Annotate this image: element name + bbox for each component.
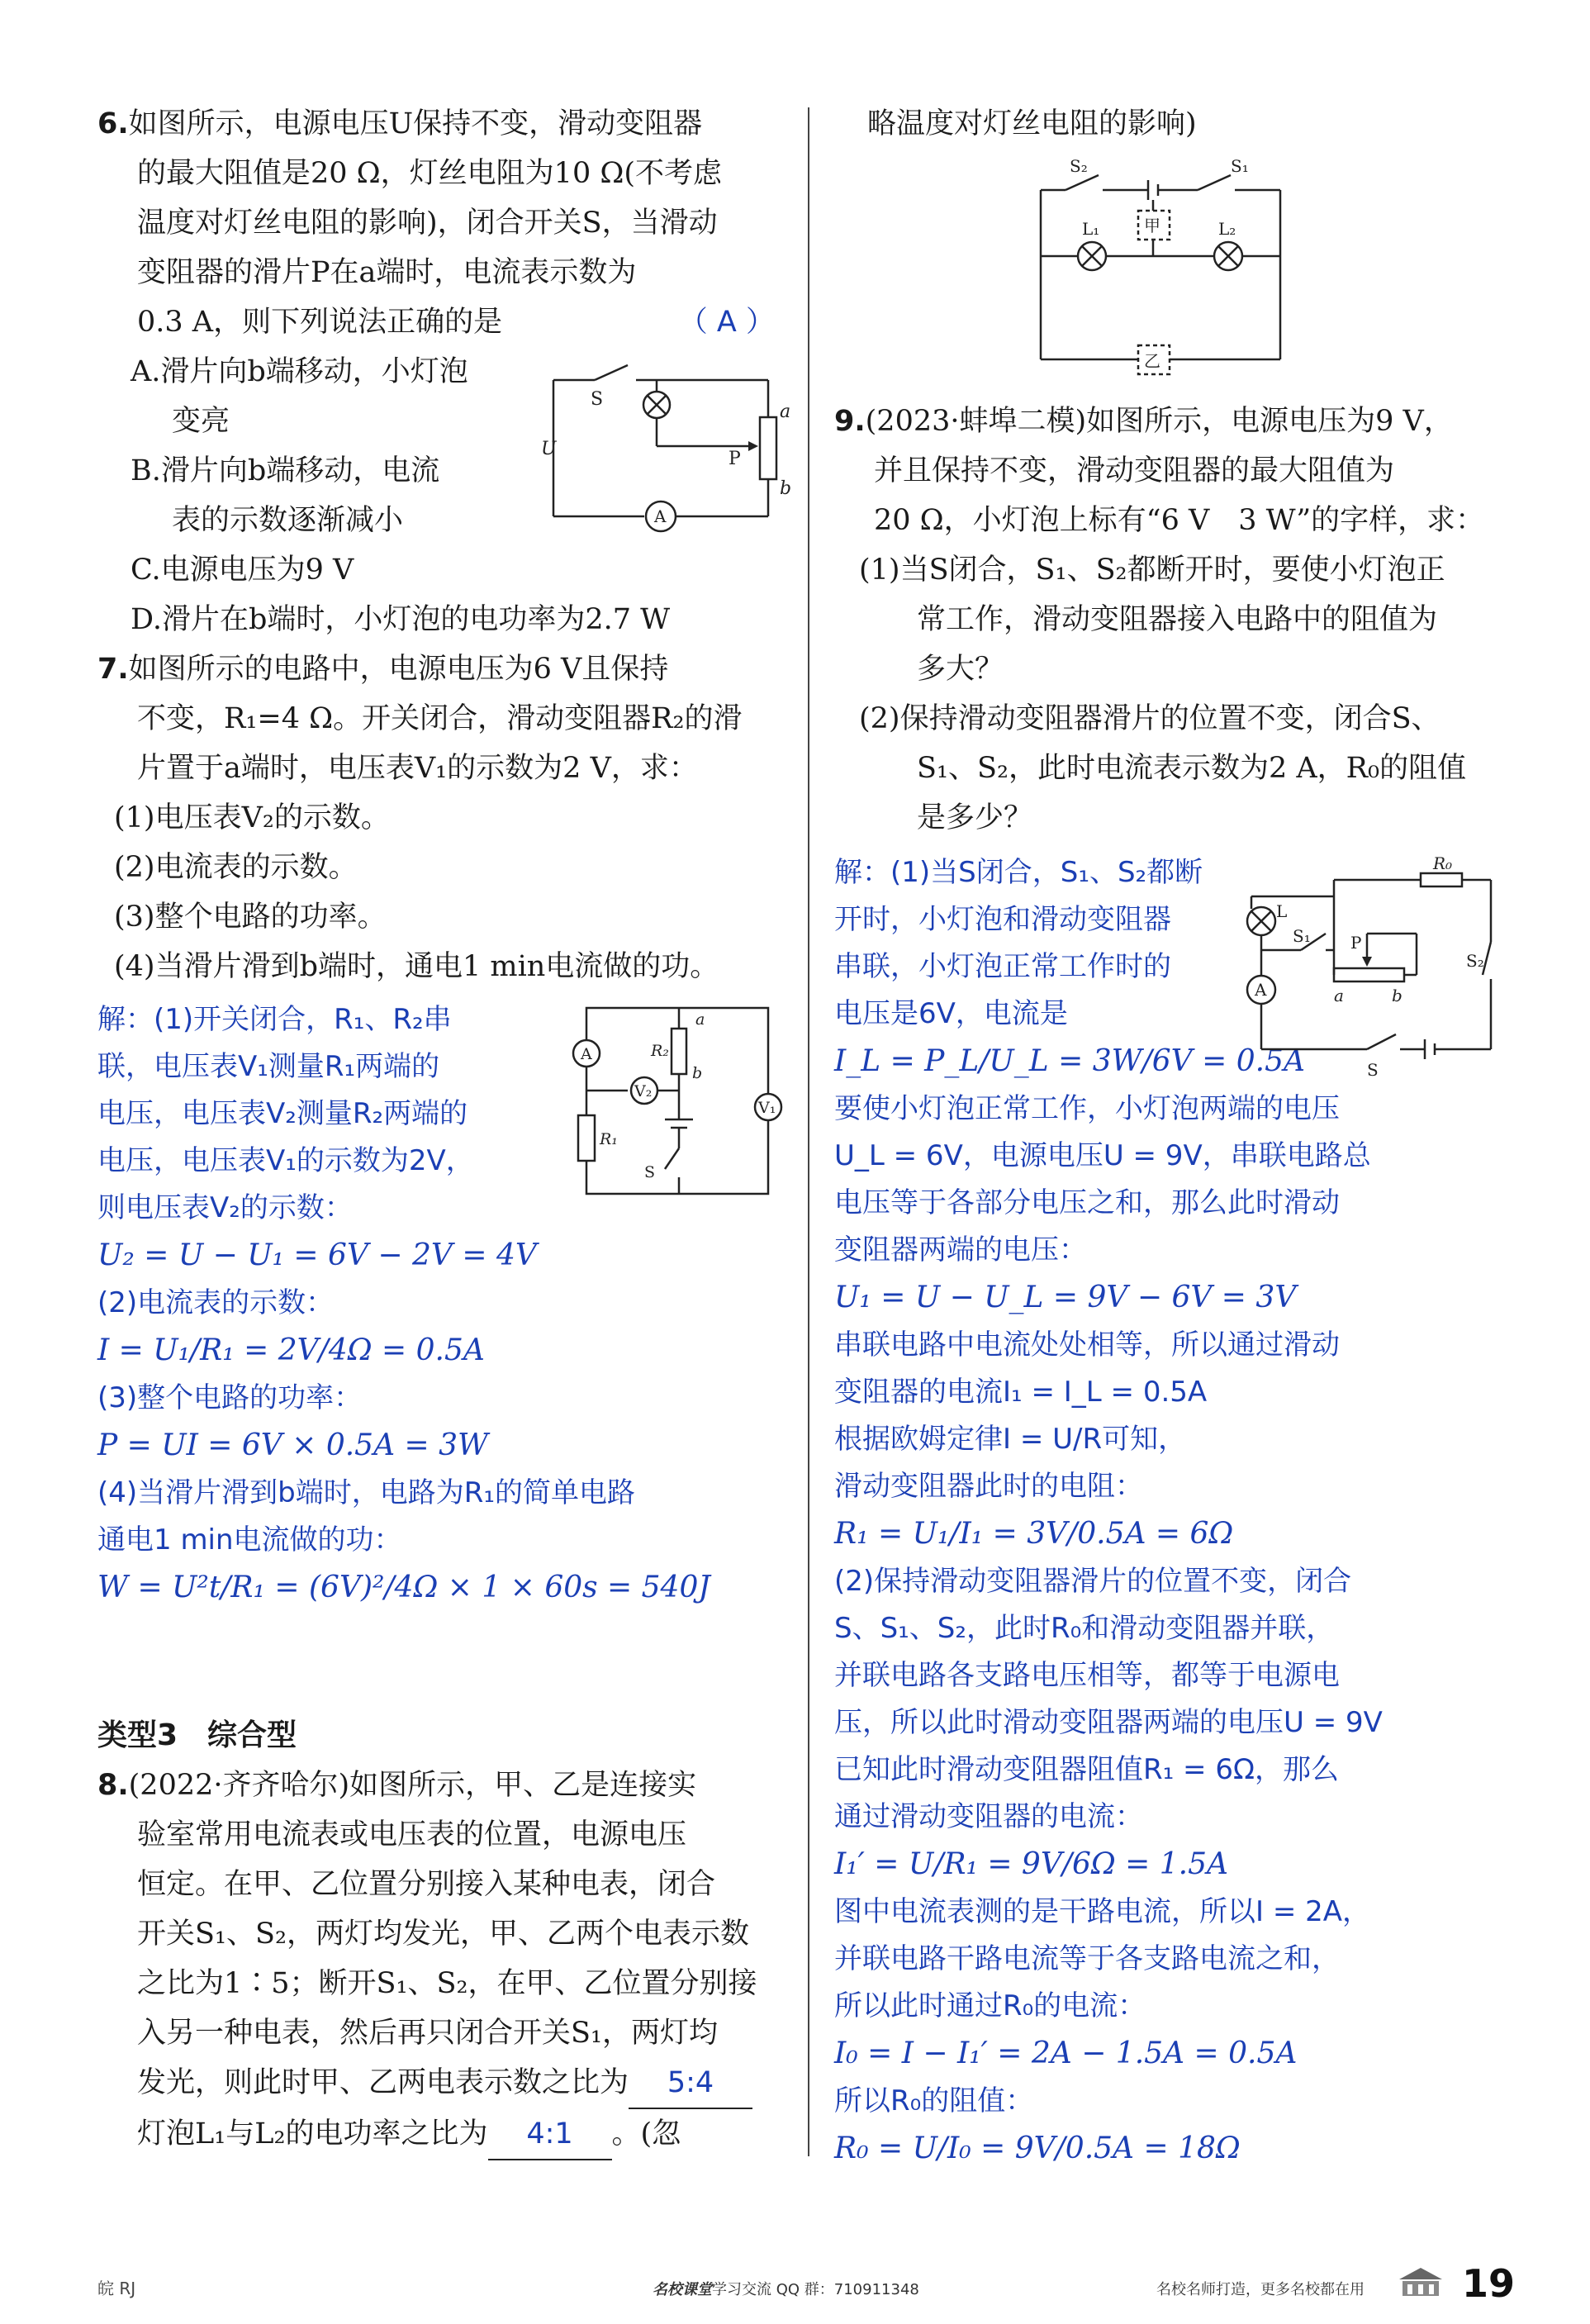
question-number: 6. bbox=[97, 107, 129, 140]
footer-edition: 皖 RJ bbox=[97, 2279, 136, 2298]
question-number: 7. bbox=[97, 653, 129, 686]
footer-brand: 名校课堂 bbox=[653, 2281, 712, 2298]
label-L: L bbox=[1276, 901, 1288, 921]
solution-9: 解：(1)当S闭合，S₁、S₂都断 开时，小灯泡和滑动变阻器 串联，小灯泡正常工作时的 电压是6V，电流是 I_L = P_L/U_L = 3W/6V = 0.5A 要使小灯泡正常工作，小灯泡两端的电压 U_L = 6V，电源电压U = 9V，串联电路总 电压等于各部分电压之和，那么此时滑动 变阻器两端的电压： U₁ = U − U_L = 9V − 6V = 3V 串联电路中电流处处相等，所以通过滑动 变阻器的电流I₁ = I_L = 0.5A 根据欧姆定律I = U/R可知， 滑动变阻器此时的电阻： R₁ = U₁/I₁ = 3V/0.5A = 6Ω (2)保持滑动变阻器滑片的位置不变，闭合 S、S₁、S₂，此时R₀和滑动变阻器并联， 并联电路各支路电压相等，都等于电源电 压，所以此时滑动变阻器两端的电压U = 9V 已知此时滑动变阻器阻值R₁ = 6Ω，那么 通过滑动变阻器的电流： I₁′ = U/R₁ = 9V/6Ω = 1.5A 图中电流表测的是干路电流，所以I = 2A， 并联电路干路电流等于各支路电流之和， 所以此时通过R₀的电流： I₀ = I − I₁′ = 2A − 1.5A = 0.5A 所以R₀的阻值： R₀ = U/I₀ = 9V/0.5A = 18Ω bbox=[834, 856, 1383, 2165]
label-V2: V₂ bbox=[634, 1082, 653, 1100]
label-P: P bbox=[1350, 933, 1362, 953]
label-S2: S₂ bbox=[1070, 156, 1088, 176]
label-L2: L₂ bbox=[1218, 219, 1236, 239]
label-ammeter: A bbox=[654, 506, 667, 526]
label-V1: V₁ bbox=[758, 1099, 776, 1117]
solution-7: 解：(1)开关闭合，R₁、R₂串 联，电压表V₁测量R₁两端的 电压，电压表V₂测量R₂两端的 电压，电压表V₁的示数为2V， 则电压表V₂的示数： U₂ = U − U₁ = 6V − 2V = 4V (2)电流表的示数： I = U₁/R₁ = 2V/4Ω = 0.5A (3)整个电路的功率： P = UI = 6V × 0.5A = 3W (4)当滑片滑到b端时，电路为R₁的简单电路 通电1 min电流做的功： W = U²t/R₁ = (6V)²/4Ω × 1 × 60s = 540J bbox=[97, 1003, 710, 1604]
answer-choice: （ A ） bbox=[678, 306, 775, 339]
question-9: 9.(2023·蚌埠二模)如图所示，电源电压为9 V， 并且保持不变，滑动变阻器的最大阻值为 20 Ω，小灯泡上标有“6 V 3 W”的字样，求： (1)当S闭合，S₁、S₂都断开时，要使小灯泡正 常工作，滑动变阻器接入电路中的阻值为 多大？ (2)保持滑动变阻器滑片的位置不变，闭合S、 S₁、S₂，此时电流表示数为2 A，R₀的阻值 是多少？ 解：(1)当S闭合，S₁、S₂都断 开时，小灯泡和滑动变阻器 串联，小灯泡正常工作时的 电压是6V，电流是 I_L = P_L/U_L = 3W/6V = 0.5A 要使小灯泡正常工作，小灯泡两端的电压 U_L = 6V，电源电压U = 9V，串联电路总 电压等于各部分电压之和，那么此时滑动 变阻器两端的电压： U₁ = U − U_L = 9V − 6V = 3V 串联电路中电流处处相等，所以通过滑动 变阻器的电流I₁ = I_L = 0.5A 根据欧姆定律I = U/R可知， 滑动变阻器此时的电阻： R₁ = U₁/I₁ = 3V/0.5A = 6Ω (2)保持滑动变阻器滑片的位置不变，闭合 S、S₁、S₂，此时R₀和滑动变阻器并联， 并联电路各支路电压相等，都等于电源电 压，所以此时滑动变阻器两端的电压U = 9V 已知此时滑动变阻器阻值R₁ = 6Ω，那么 通过滑动变阻器的电流： I₁′ = U/R₁ = 9V/6Ω = 1.5A 图中电流表测的是干路电流，所以I = 2A， 并联电路干路电流等于各支路电流之和， 所以此时通过R₀的电流： I₀ = I − I₁′ = 2A − 1.5A = 0.5A 所以R₀的阻值： R₀ = U/I₀ = 9V/0.5A = 18Ω bbox=[834, 397, 1520, 2173]
label-S: S bbox=[591, 389, 604, 410]
question-number: 9. bbox=[834, 405, 866, 438]
label-jia: 甲 bbox=[1144, 216, 1160, 235]
question-6: 6.如图所示，电源电压U保持不变，滑动变阻器 的最大阻值是20 Ω，灯丝电阻为10 Ω(不考虑 温度对灯丝电阻的影响)，闭合开关S，当滑动 变阻器的滑片P在a端时，电流表示数为 0.3 A，则下列说法正确的是 （ A ） A.滑片向b端移动，小灯泡 变亮 B.滑片向b端移动，电流 表的示数逐渐减小 C.电源电压为9 V D.滑片在b端时，小灯泡的电功率为2.7 W bbox=[97, 107, 775, 636]
column-divider bbox=[808, 107, 809, 2156]
label-P: P bbox=[729, 449, 741, 469]
answer-blank-1: 5:4 bbox=[629, 2058, 752, 2109]
label-S2: S₂ bbox=[1466, 951, 1484, 971]
answer-blank-2: 4:1 bbox=[488, 2109, 612, 2160]
footer-qq: 名校课堂学习交流 QQ 群：710911348 bbox=[653, 2281, 919, 2298]
question-7: 7.如图所示的电路中，电源电压为6 V且保持 不变，R₁=4 Ω。开关闭合，滑动变阻器R₂的滑 片置于a端时，电压表V₁的示数为2 V，求： (1)电压表V₂的示数。 (2)电流表的示数。 (3)整个电路的功率。 (4)当滑片滑到b端时，通电1 min电流做的功。 解：(1)开关闭合，R₁、R₂串 联，电压表V₁测量R₁两端的 电压，电压表V₂测量R₂两端的 电压，电压表V₁的示数为2V， 则电压表V₂的示数： U₂ = U − U₁ = 6V − 2V = 4V (2)电流表的示数： I = U₁/R₁ = 2V/4Ω = 0.5A (3)整个电路的功率： P = UI = 6V × 0.5A = 3W (4)当滑片滑到b端时，电路为R₁的简单电路 通电1 min电流做的功： W = U²t/R₁ = (6V)²/4Ω × 1 × 60s = 540J bbox=[97, 644, 783, 1612]
label-yi: 乙 bbox=[1144, 351, 1160, 371]
label-a: a bbox=[780, 402, 791, 422]
label-ammeter: A bbox=[581, 1045, 592, 1063]
label-a: a bbox=[1334, 986, 1344, 1005]
label-S1: S₁ bbox=[1231, 156, 1249, 176]
label-S1: S₁ bbox=[1293, 926, 1311, 946]
label-b: b bbox=[780, 478, 792, 499]
q8-circuit-diagram bbox=[1032, 157, 1297, 380]
q7-circuit-diagram bbox=[562, 991, 785, 1206]
label-R0: R₀ bbox=[1433, 853, 1453, 873]
q9-circuit-diagram bbox=[1243, 853, 1507, 1082]
page-number: 19 bbox=[1462, 2261, 1516, 2306]
question-number: 8. bbox=[97, 1769, 129, 1802]
footer-slogan: 名校名师打造，更多名校都在用 bbox=[1156, 2281, 1365, 2298]
label-b: b bbox=[692, 1064, 703, 1082]
label-L1: L₁ bbox=[1082, 219, 1100, 239]
section-heading: 类型3 综合型 bbox=[97, 1718, 297, 1752]
q6-circuit-diagram bbox=[541, 355, 793, 537]
label-R2: R₂ bbox=[651, 1042, 669, 1060]
label-R1: R₁ bbox=[600, 1130, 618, 1148]
label-S: S bbox=[644, 1163, 656, 1181]
label-b: b bbox=[1392, 986, 1403, 1005]
right-column: 略温度对灯丝电阻的影响) 9.(2023·蚌埠二模)如图所示，电源电压为9 V， 并且保持不变，滑动变阻器的最大阻值为 20 Ω，小灯泡上标有“6 V 3 W”的字样，求： (1)当S闭合，S₁、S₂都断开时，要使小灯泡正 常工作，滑动变阻器接入电路中的阻值为 多大？ (2)保持滑动变阻器滑片的位置不变，闭合S、 S₁、S₂，此时电流表示数为2 A，R₀的阻值 是多少？ 解：(1)当S闭合，S₁、S₂都断 开时，小灯泡和滑动变阻器 串联，小灯泡正常工作时的 电压是6V，电流是 I_L = P_L/U_L = 3W/6V = 0.5A 要使小灯泡正常工作，小灯泡两端的电压 U_L = 6V，电源电压U = 9V，串联电路总 电压等于各部分电压之和，那么此时滑动 变阻器两端的电压： U₁ = U − U_L = 9V − 6V = 3V 串联电路中电流处处相等，所以通过滑动 变阻器的电流I₁ = I_L = 0.5A 根据欧姆定律I = U/R可知， 滑动变阻器此时的电阻： R₁ = U₁/I₁ = 3V/0.5A = 6Ω (2)保持滑动变阻器滑片的位置不变，闭合 S、S₁、S₂，此时R₀和滑动变阻器并联， 并联电路各支路电压相等，都等于电源电 压，所以此时滑动变阻器两端的电压U = 9V 已知此时滑动变阻器阻值R₁ = 6Ω，那么 通过滑动变阻器的电流： I₁′ = U/R₁ = 9V/6Ω = 1.5A 图中电流表测的是干路电流，所以I = 2A， 并联电路干路电流等于各支路电流之和， 所以此时通过R₀的电流： I₀ = I − I₁′ = 2A − 1.5A = 0.5A 所以R₀的阻值： R₀ = U/I₀ = 9V/0.5A = 18Ω bbox=[834, 99, 1520, 2173]
label-U: U bbox=[541, 439, 557, 459]
question-8: 8.(2022·齐齐哈尔)如图所示，甲、乙是连接实 验室常用电流表或电压表的位置，电源电压 恒定。在甲、乙位置分别接入某种电表，闭合 开关S₁、S₂，两灯均发光，甲、乙两个电表示数 之比为1∶5；断开S₁、S₂，在甲、乙位置分别接 入另一种电表，然后再只闭合开关S₁，两灯均 发光，则此时甲、乙两电表示数之比为 5:4 灯泡L₁与L₂的电功率之比为 4:1 。(忽 bbox=[97, 1761, 783, 2160]
label-ammeter: A bbox=[1255, 980, 1267, 1000]
label-a: a bbox=[695, 1010, 705, 1029]
label-S: S bbox=[1367, 1060, 1379, 1080]
logo-icon bbox=[1396, 2266, 1445, 2306]
